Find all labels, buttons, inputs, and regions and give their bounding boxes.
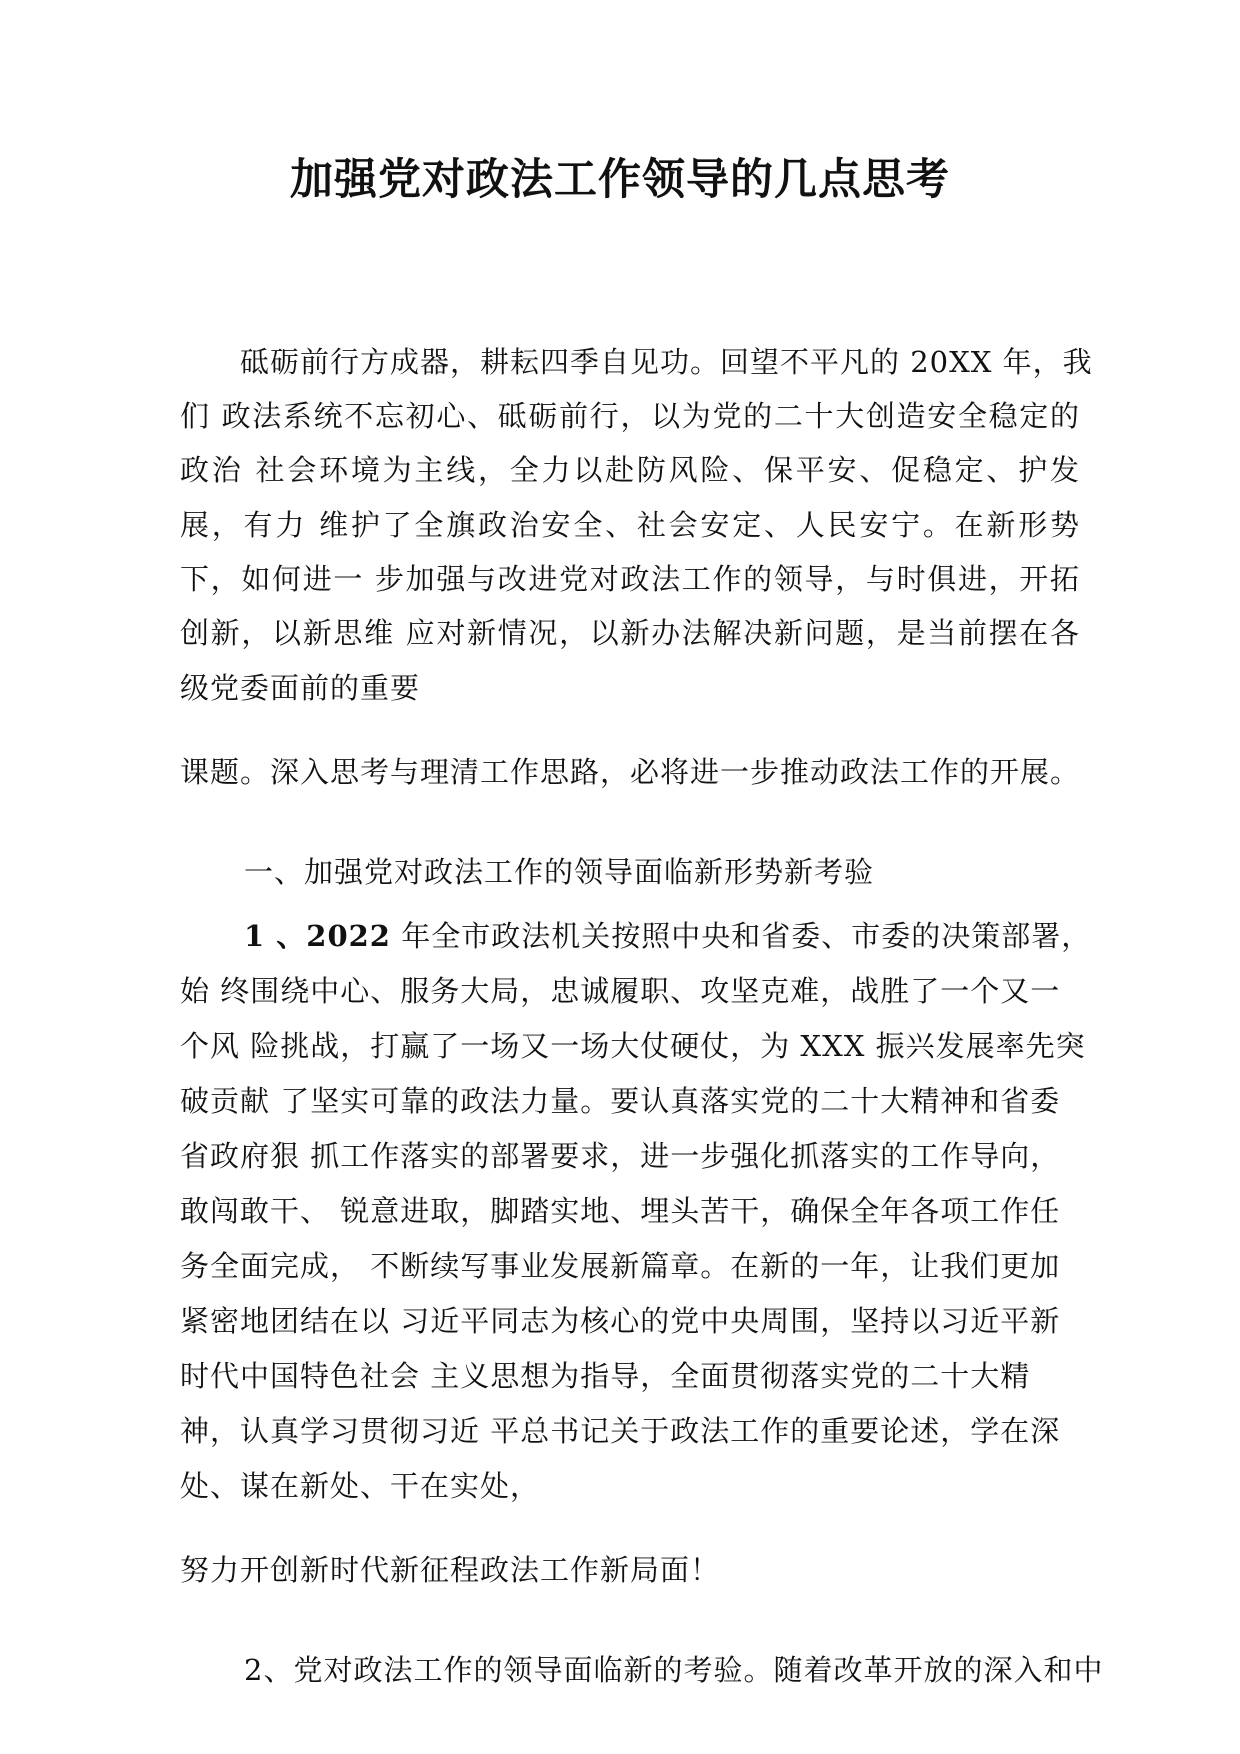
paragraph-1-line-2: 们 政法系统不忘初心、砥砺前行，以为党的二十大创造安全稳定的 — [180, 399, 1080, 433]
section-heading-1: 一、加强党对政法工作的领导面临新形势新考验 — [244, 855, 875, 889]
paragraph-3-line-10: 神，认真学习贯彻习近 平总书记关于政法工作的重要论述，学在深 — [180, 1414, 1061, 1448]
paragraph-3-line-11: 处、谋在新处、干在实处， — [180, 1469, 541, 1503]
paragraph-3-line-4: 破贡献 了坚实可靠的政法力量。要认真落实党的二十大精神和省委 — [180, 1084, 1061, 1118]
paragraph-2: 课题。深入思考与理清工作思路，必将进一步推动政法工作的开展。 — [180, 755, 1081, 789]
paragraph-5-line-1: 2、党对政法工作的领导面临新的考验。随着改革开放的深入和中 — [244, 1653, 1104, 1687]
paragraph-3-line-5: 省政府狠 抓工作落实的部署要求，进一步强化抓落实的工作导向， — [180, 1139, 1061, 1173]
paragraph-3-line-6: 敢闯敢干、 锐意进取，脚踏实地、埋头苦干，确保全年各项工作任 — [180, 1194, 1061, 1228]
paragraph-3-line-1-text: 年全市政法机关按照中央和省委、市委的决策部署， — [391, 919, 1092, 953]
paragraph-3-line-8: 紧密地团结在以 习近平同志为核心的党中央周围，坚持以习近平新 — [180, 1304, 1061, 1338]
paragraph-1-line-6: 创新，以新思维 应对新情况，以新办法解决新问题，是当前摆在各 — [180, 616, 1080, 650]
paragraph-1-line-1: 砥砺前行方成器，耕耘四季自见功。回望不平凡的 20XX 年，我 — [240, 345, 1093, 379]
paragraph-1-line-4: 展，有力 维护了全旗政治安全、社会安定、人民安宁。在新形势 — [180, 508, 1080, 542]
paragraph-1-line-5: 下，如何进一 步加强与改进党对政法工作的领导，与时俱进，开拓 — [180, 562, 1080, 596]
paragraph-3-line-3: 个风 险挑战，打赢了一场又一场大仗硬仗，为 XXX 振兴发展率先突 — [180, 1029, 1086, 1063]
paragraph-1-line-3: 政治 社会环境为主线，全力以赴防风险、保平安、促稳定、护发 — [180, 453, 1080, 487]
paragraph-3-line-2: 始 终围绕中心、服务大局，忠诚履职、攻坚克难，战胜了一个又一 — [180, 974, 1061, 1008]
paragraph-3-line-9: 时代中国特色社会 主义思想为指导，全面贯彻落实党的二十大精 — [180, 1359, 1031, 1393]
paragraph-3-line-1 — [244, 916, 1092, 956]
paragraph-3-lead: 1 、2022 — [244, 919, 391, 953]
paragraph-4: 努力开创新时代新征程政法工作新局面！ — [180, 1553, 721, 1587]
paragraph-1-line-7: 级党委面前的重要 — [180, 671, 421, 705]
document-title: 加强党对政法工作领导的几点思考 — [290, 155, 950, 205]
paragraph-3-line-7: 务全面完成， 不断续写事业发展新篇章。在新的一年，让我们更加 — [180, 1249, 1061, 1283]
